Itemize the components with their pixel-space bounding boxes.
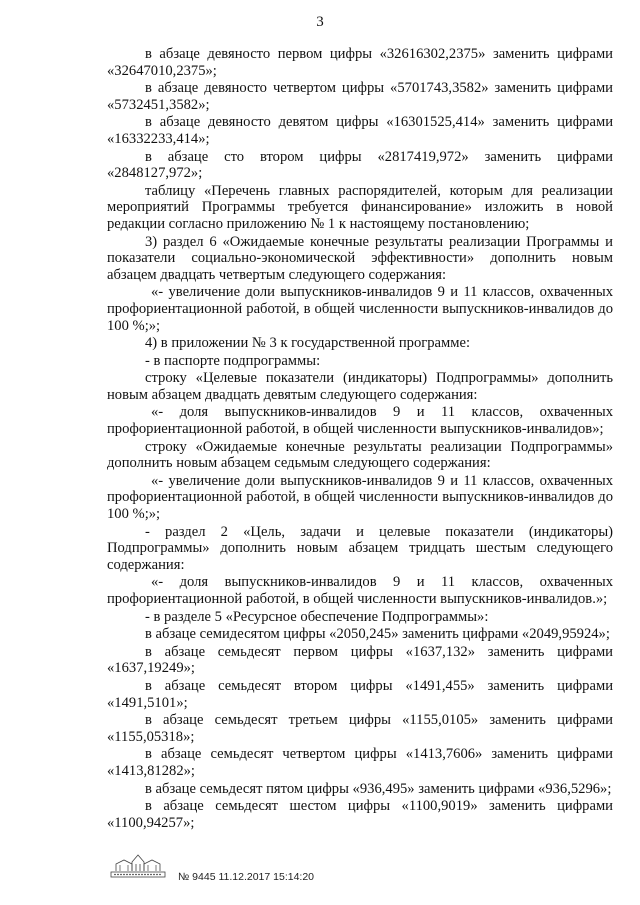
paragraph: в абзаце семьдесят втором цифры «1491,455» заменить цифрами «1491,5101»; bbox=[107, 677, 613, 711]
paragraph: в абзаце семьдесят четвертом цифры «1413,7606» заменить цифрами «1413,81282»; bbox=[107, 746, 613, 779]
paragraph: в абзаце девяносто девятом цифры «16301525,414» заменить цифрами «16332233,414»; bbox=[107, 114, 613, 147]
paragraph: - в разделе 5 «Ресурсное обеспечение Подпрограммы»: bbox=[145, 608, 489, 625]
paragraph: 4) в приложении № 3 к государственной программе: bbox=[145, 335, 471, 352]
paragraph: «- доля выпускников-инвалидов 9 и 11 классов, охваченных профориентационной работой, в общей численности выпускников-инвалидов»; bbox=[107, 404, 613, 438]
paragraph: «- увеличение доли выпускников-инвалидов 9 и 11 классов, охваченных профориентационной работой, в общей численности выпускников-инвалидов до 100 %;»; bbox=[107, 472, 613, 523]
paragraph: строку «Целевые показатели (индикаторы) Подпрограммы» дополнить новым абзацем двадцать девятым следующего содержания: bbox=[107, 370, 613, 403]
paragraph: в абзаце семьдесят пятом цифры «936,495» заменить цифрами «936,5296»; bbox=[145, 780, 612, 797]
page-number: 3 bbox=[316, 14, 324, 30]
paragraph: «- увеличение доли выпускников-инвалидов 9 и 11 классов, охваченных профориентационной работой, в общей численности выпускников-инвалидов до 100 %;»; bbox=[107, 284, 613, 334]
paragraph: «- доля выпускников-инвалидов 9 и 11 классов, охваченных профориентационной работой, в общей численности выпускников-инвалидов.»; bbox=[107, 574, 613, 607]
document-registration-id: № 9445 11.12.2017 15:14:20 bbox=[178, 871, 315, 883]
document-body bbox=[107, 46, 613, 832]
document-footer bbox=[110, 852, 350, 892]
paragraph: в абзаце семьдесят первом цифры «1637,132» заменить цифрами «1637,19249»; bbox=[107, 643, 613, 677]
paragraph: в абзаце семьдесят третьем цифры «1155,0105» заменить цифрами «1155,05318»; bbox=[107, 712, 613, 745]
paragraph: в абзаце девяносто четвертом цифры «5701743,3582» заменить цифрами «5732451,3582»; bbox=[107, 80, 613, 113]
paragraph: в абзаце семидесятом цифры «2050,245» заменить цифрами «2049,95924»; bbox=[145, 626, 610, 643]
paragraph: в абзаце девяносто первом цифры «32616302,2375» заменить цифрами «32647010,2375»; bbox=[107, 46, 613, 79]
paragraph: - раздел 2 «Цель, задачи и целевые показатели (индикаторы) Подпрограммы» дополнить новым абзацем тридцать шестым следующего содержания: bbox=[107, 523, 613, 573]
paragraph: строку «Ожидаемые конечные результаты реализации Подпрограммы» дополнить новым абзацем седьмым следующего содержания: bbox=[107, 438, 613, 472]
paragraph: таблицу «Перечень главных распорядителей, которым для реализации мероприятий Программы требуется финансирование» изложить в новой редакции согласно приложению № 1 к настоящему постановлению; bbox=[107, 182, 613, 232]
printing-house-stamp-icon bbox=[110, 852, 166, 878]
paragraph: в абзаце сто втором цифры «2817419,972» заменить цифрами «2848127,972»; bbox=[107, 148, 613, 182]
paragraph: - в паспорте подпрограммы: bbox=[145, 352, 321, 369]
paragraph: в абзаце семьдесят шестом цифры «1100,9019» заменить цифрами «1100,94257»; bbox=[107, 798, 613, 831]
paragraph: 3) раздел 6 «Ожидаемые конечные результаты реализации Программы и показатели социально-экономической эффективности» дополнить новым абзацем двадцать четвертым следующего содержания: bbox=[107, 233, 613, 283]
